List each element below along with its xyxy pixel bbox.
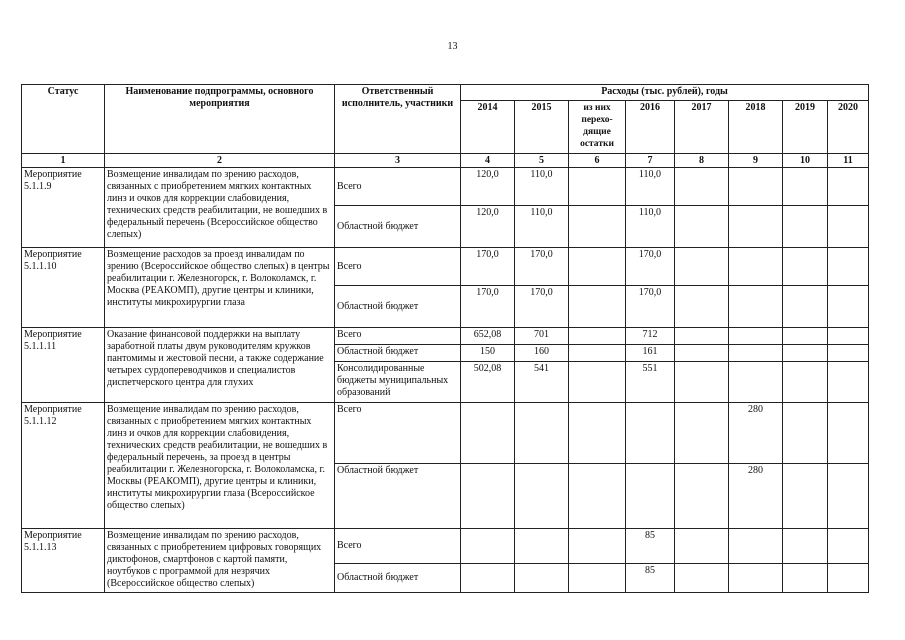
value-cell xyxy=(675,464,729,529)
value-cell xyxy=(828,464,869,529)
value-cell: 280 xyxy=(729,464,783,529)
value-cell xyxy=(729,206,783,248)
value-cell xyxy=(569,328,626,345)
value-cell xyxy=(828,529,869,564)
value-cell xyxy=(783,529,828,564)
value-cell: 120,0 xyxy=(461,168,515,206)
status-cell: Мероприятие 5.1.1.10 xyxy=(22,248,105,328)
header-name: Наименование подпрограммы, основного мероприятия xyxy=(105,85,335,154)
value-cell xyxy=(569,464,626,529)
header-year: 2020 xyxy=(828,101,869,154)
value-cell xyxy=(729,564,783,593)
executor-cell: Областной бюджет xyxy=(335,286,461,328)
value-cell: 85 xyxy=(626,564,675,593)
executor-cell: Всего xyxy=(335,529,461,564)
value-cell xyxy=(569,362,626,403)
header-year: 2018 xyxy=(729,101,783,154)
page-number: 13 xyxy=(447,41,458,52)
value-cell xyxy=(783,168,828,206)
value-cell xyxy=(626,464,675,529)
value-cell xyxy=(828,248,869,286)
value-cell xyxy=(729,286,783,328)
value-cell: 110,0 xyxy=(626,168,675,206)
column-number: 7 xyxy=(626,154,675,168)
value-cell xyxy=(783,328,828,345)
value-cell: 652,08 xyxy=(461,328,515,345)
table-row xyxy=(22,529,869,564)
header-executor: Ответственный исполнитель, участники xyxy=(335,85,461,154)
activity-name-cell: Возмещение инвалидам по зрению расходов, связанных с приобретением мягких контактных линз и очков для коррекции слабовидения, технических средств реабилитации, не вошедших в федеральный перечень (Всероссийское общество слепых) xyxy=(105,168,335,248)
value-cell xyxy=(729,328,783,345)
executor-cell: Всего xyxy=(335,328,461,345)
value-cell xyxy=(783,362,828,403)
column-number: 4 xyxy=(461,154,515,168)
value-cell: 161 xyxy=(626,345,675,362)
header-year: 2014 xyxy=(461,101,515,154)
executor-cell: Всего xyxy=(335,168,461,206)
value-cell xyxy=(461,464,515,529)
status-cell: Мероприятие 5.1.1.11 xyxy=(22,328,105,403)
table-row xyxy=(22,248,869,286)
executor-cell: Областной бюджет xyxy=(335,206,461,248)
header-year: 2017 xyxy=(675,101,729,154)
status-cell: Мероприятие 5.1.1.9 xyxy=(22,168,105,248)
value-cell xyxy=(729,529,783,564)
value-cell: 170,0 xyxy=(461,286,515,328)
value-cell xyxy=(828,362,869,403)
value-cell xyxy=(515,529,569,564)
header-status: Статус xyxy=(22,85,105,154)
value-cell xyxy=(515,403,569,464)
executor-cell: Областной бюджет xyxy=(335,564,461,593)
value-cell xyxy=(675,168,729,206)
value-cell xyxy=(675,362,729,403)
value-cell: 160 xyxy=(515,345,569,362)
header-expenses: Расходы (тыс. рублей), годы xyxy=(461,85,869,101)
column-number: 3 xyxy=(335,154,461,168)
value-cell xyxy=(828,403,869,464)
value-cell xyxy=(783,403,828,464)
value-cell xyxy=(783,345,828,362)
value-cell xyxy=(783,464,828,529)
executor-cell: Всего xyxy=(335,403,461,464)
value-cell xyxy=(783,564,828,593)
value-cell xyxy=(569,286,626,328)
value-cell xyxy=(569,345,626,362)
header-year: 2016 xyxy=(626,101,675,154)
value-cell xyxy=(675,403,729,464)
value-cell xyxy=(675,564,729,593)
status-cell: Мероприятие 5.1.1.12 xyxy=(22,403,105,529)
value-cell: 502,08 xyxy=(461,362,515,403)
value-cell xyxy=(569,168,626,206)
column-number: 11 xyxy=(828,154,869,168)
value-cell xyxy=(626,403,675,464)
column-number-row xyxy=(22,154,869,168)
value-cell xyxy=(461,403,515,464)
value-cell xyxy=(729,248,783,286)
value-cell xyxy=(675,529,729,564)
value-cell xyxy=(729,345,783,362)
value-cell: 85 xyxy=(626,529,675,564)
value-cell xyxy=(783,286,828,328)
value-cell: 170,0 xyxy=(515,248,569,286)
table-row xyxy=(22,403,869,464)
value-cell: 150 xyxy=(461,345,515,362)
value-cell xyxy=(828,206,869,248)
table-row xyxy=(22,168,869,206)
activity-name-cell: Возмещение инвалидам по зрению расходов, связанных с приобретением цифровых говорящих диктофонов, смартфонов с картой памяти, ноутбуков с программой для незрячих (Всероссийское общество слепых) xyxy=(105,529,335,593)
value-cell xyxy=(783,248,828,286)
value-cell xyxy=(461,564,515,593)
value-cell xyxy=(569,248,626,286)
value-cell xyxy=(675,345,729,362)
value-cell xyxy=(675,286,729,328)
activity-name-cell: Оказание финансовой поддержки на выплату заработной платы двум руководителям кружков пантомимы и жестовой песни, а также содержание четырех сурдопереводчиков и специалистов диспетчерского центра для глухих xyxy=(105,328,335,403)
value-cell xyxy=(783,206,828,248)
activity-name-cell: Возмещение расходов за проезд инвалидам по зрению (Всероссийское общество слепых) в центры реабилитации г. Железногорск, г. Волоколамск, г. Москва (РЕАКОМП), другие центры и клиники, институты микрохирургии глаза xyxy=(105,248,335,328)
value-cell: 551 xyxy=(626,362,675,403)
value-cell xyxy=(569,206,626,248)
value-cell: 712 xyxy=(626,328,675,345)
value-cell xyxy=(675,206,729,248)
value-cell xyxy=(828,286,869,328)
value-cell xyxy=(675,248,729,286)
value-cell: 541 xyxy=(515,362,569,403)
header-year: 2015 xyxy=(515,101,569,154)
executor-cell: Областной бюджет xyxy=(335,345,461,362)
expenses-table xyxy=(21,84,869,593)
table-row xyxy=(22,328,869,345)
value-cell: 170,0 xyxy=(515,286,569,328)
value-cell xyxy=(675,328,729,345)
header-row xyxy=(22,85,869,101)
column-number: 6 xyxy=(569,154,626,168)
value-cell: 170,0 xyxy=(626,286,675,328)
column-number: 8 xyxy=(675,154,729,168)
value-cell xyxy=(828,168,869,206)
value-cell xyxy=(828,564,869,593)
value-cell xyxy=(569,403,626,464)
value-cell xyxy=(729,362,783,403)
value-cell: 110,0 xyxy=(515,168,569,206)
value-cell xyxy=(569,564,626,593)
executor-cell: Всего xyxy=(335,248,461,286)
value-cell: 170,0 xyxy=(626,248,675,286)
value-cell: 701 xyxy=(515,328,569,345)
header-carryover: из них перехо-дящие остатки xyxy=(569,101,626,154)
value-cell xyxy=(828,345,869,362)
value-cell xyxy=(515,464,569,529)
column-number: 10 xyxy=(783,154,828,168)
executor-cell: Областной бюджет xyxy=(335,464,461,529)
status-cell: Мероприятие 5.1.1.13 xyxy=(22,529,105,593)
column-number: 1 xyxy=(22,154,105,168)
value-cell: 110,0 xyxy=(626,206,675,248)
value-cell: 170,0 xyxy=(461,248,515,286)
value-cell: 110,0 xyxy=(515,206,569,248)
column-number: 9 xyxy=(729,154,783,168)
value-cell xyxy=(569,529,626,564)
column-number: 5 xyxy=(515,154,569,168)
header-year: 2019 xyxy=(783,101,828,154)
value-cell: 280 xyxy=(729,403,783,464)
value-cell xyxy=(515,564,569,593)
value-cell xyxy=(729,168,783,206)
activity-name-cell: Возмещение инвалидам по зрению расходов, связанных с приобретением мягких контактных линз и очков для коррекции слабовидения, технических средств реабилитации, не вошедших в федеральный перечень, за проезд в центры реабилитации г. Железногорска, г. Волоколамска, г. Москвы (РЕАКОМП), другие центры и клиники, институты микрохирургии глаза (Всероссийское общество слепых) xyxy=(105,403,335,529)
value-cell xyxy=(461,529,515,564)
column-number: 2 xyxy=(105,154,335,168)
value-cell xyxy=(828,328,869,345)
value-cell: 120,0 xyxy=(461,206,515,248)
executor-cell: Консолидированные бюджеты муниципальных образований xyxy=(335,362,461,403)
